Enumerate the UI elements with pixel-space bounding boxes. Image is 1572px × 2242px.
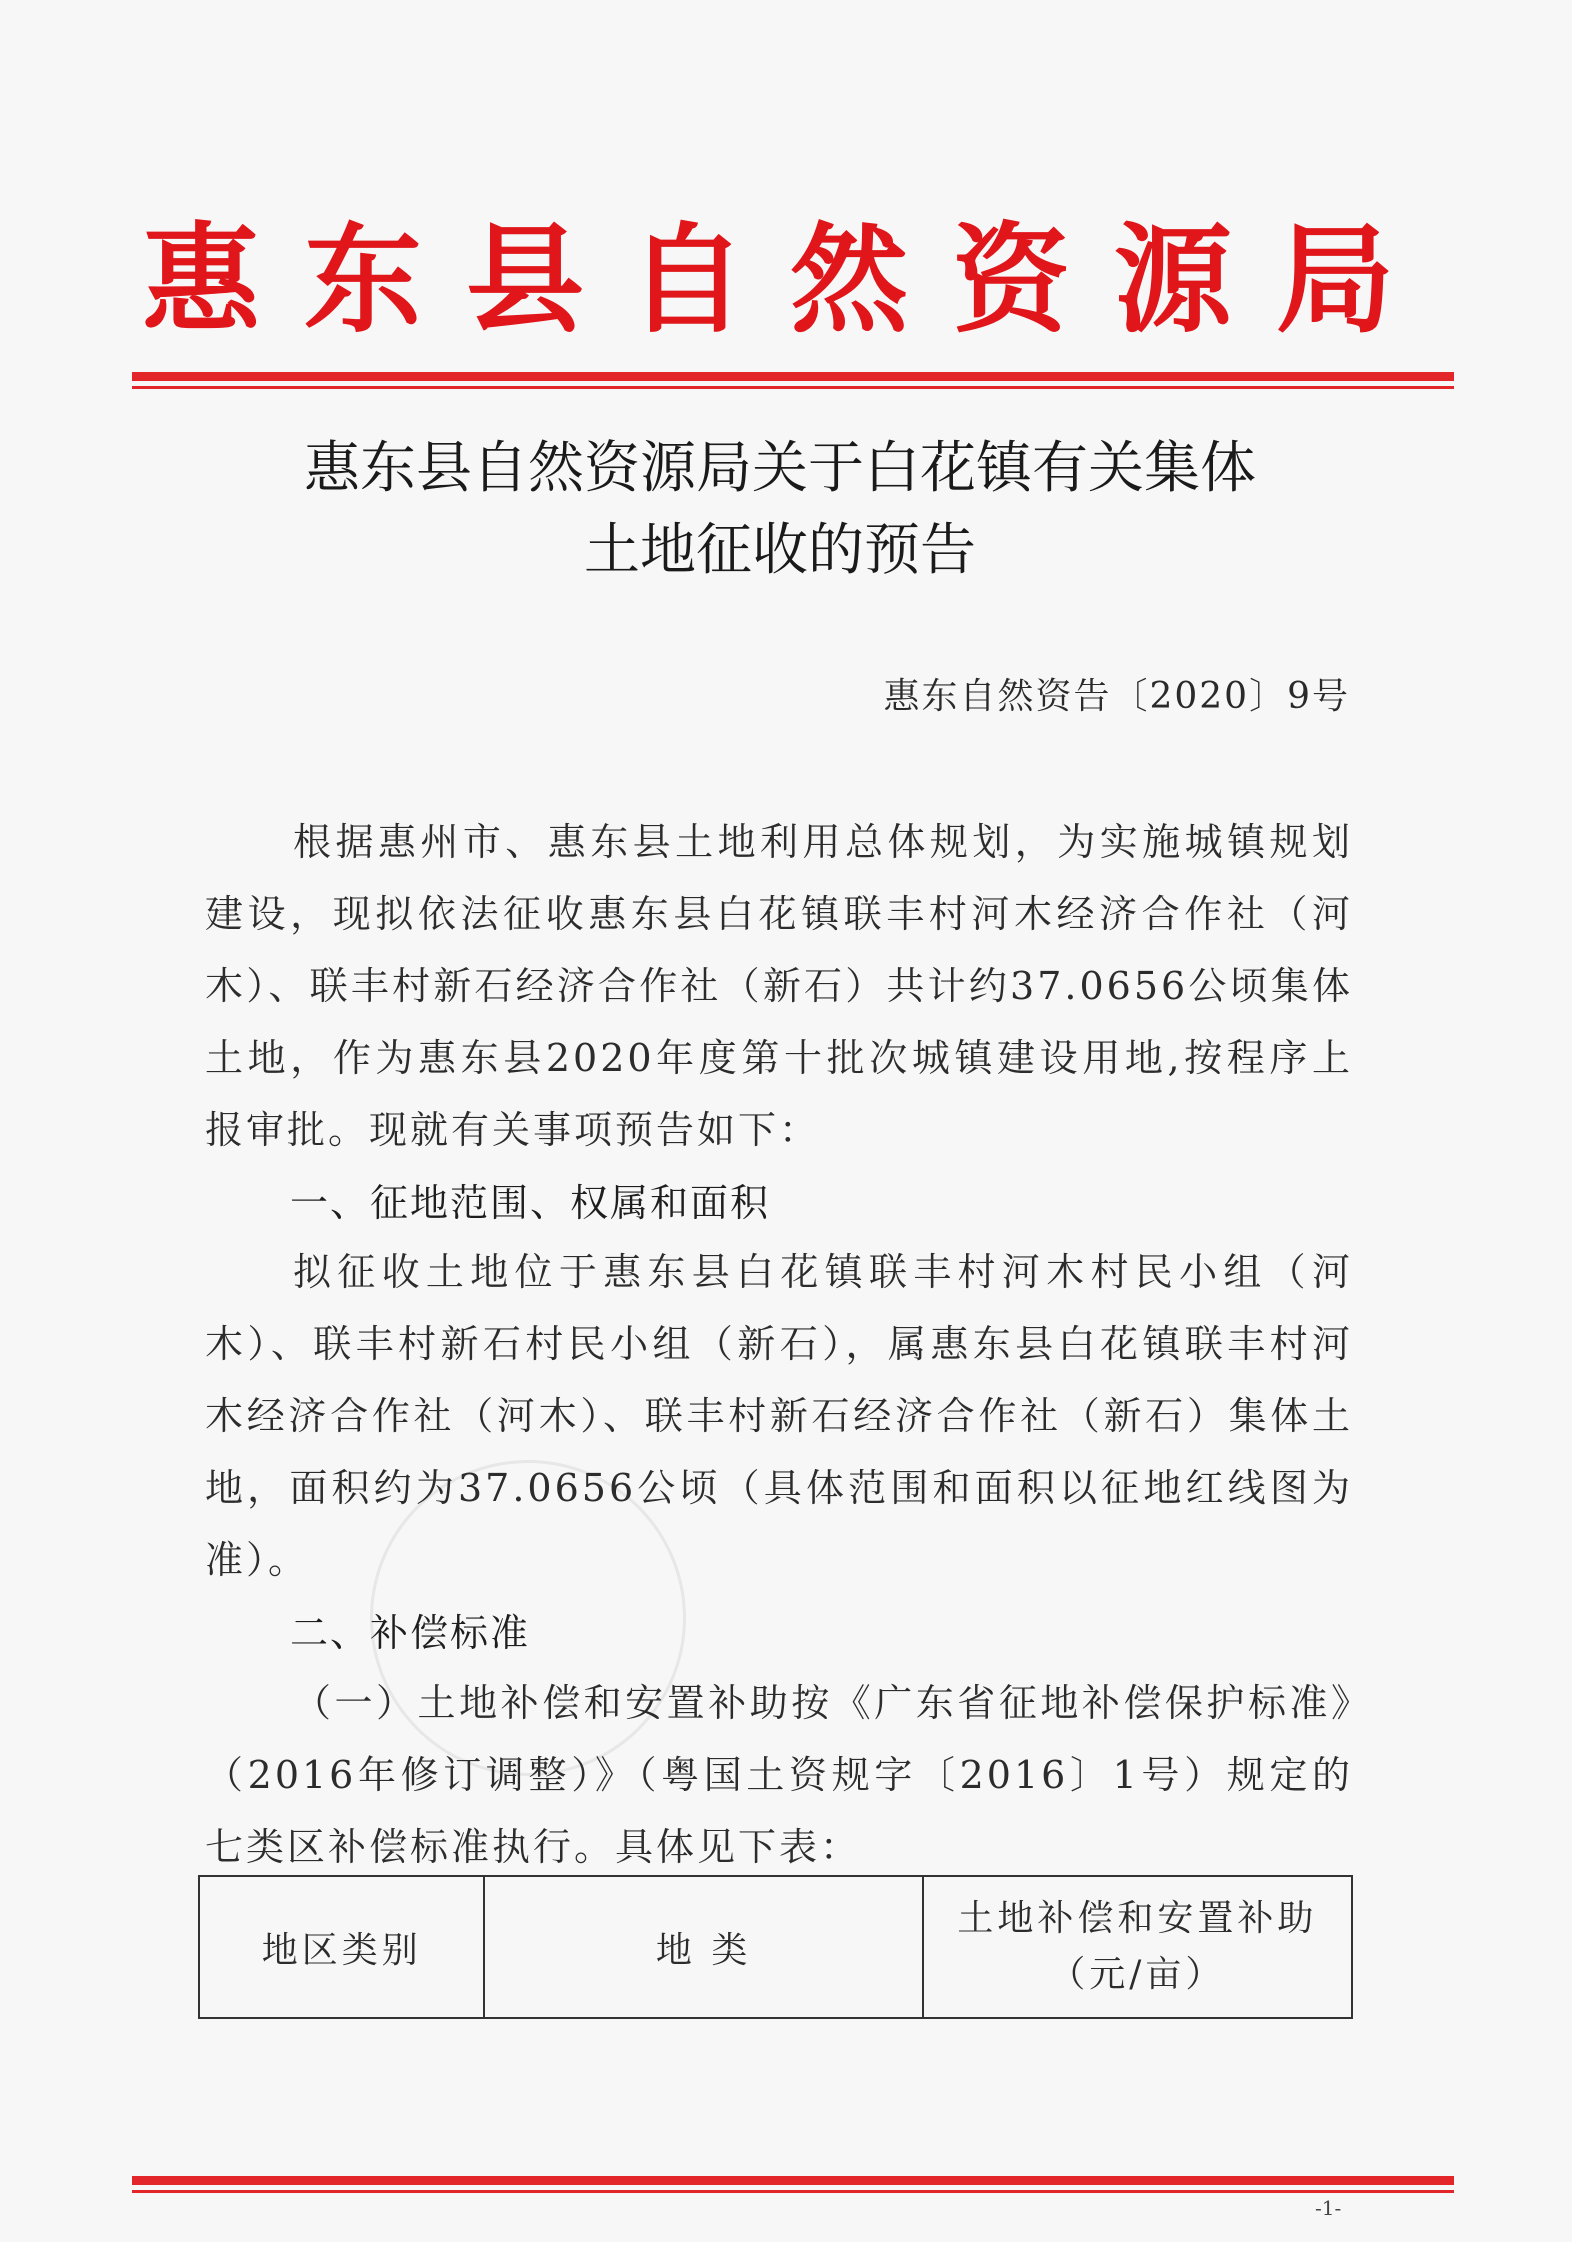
page-number: -1- <box>1315 2196 1342 2220</box>
scope-paragraph: 拟征收土地位于惠东县白花镇联丰村河木村民小组（河木）、联丰村新石村民小组（新石），属惠东县白花镇联丰村河木经济合作社（河木）、联丰村新石经济合作社（新石）集体土地，面积约为37.0656公顷（具体范围和面积以征地红线图为准）。 <box>205 1250 1353 1582</box>
table-header-compensation-label: 土地补偿和安置补助 <box>957 1898 1318 1939</box>
table-header-row <box>199 1876 1352 2018</box>
intro-paragraph: 根据惠州市、惠东县土地利用总体规划，为实施城镇规划建设，现拟依法征收惠东县白花镇联丰村河木经济合作社（河木）、联丰村新石经济合作社（新石）共计约37.0656公顷集体土地，作为惠东县2020年度第十批次城镇建设用地,按程序上报审批。现就有关事项预告如下： <box>205 820 1353 1152</box>
compensation-paragraph: （一）土地补偿和安置补助按《广东省征地补偿保护标准》（2016年修订调整）》（粤国土资规字〔2016〕1号）规定的七类区补偿标准执行。具体见下表： <box>205 1681 1353 1869</box>
compensation-table <box>198 1875 1353 2019</box>
table-header-land-type: 地 类 <box>484 1876 922 2018</box>
agency-masthead: 惠东县自然资源局 <box>141 210 1438 349</box>
masthead-rule-thick <box>132 372 1454 381</box>
document-number: 惠东自然资告〔2020〕9号 <box>883 676 1350 717</box>
section-heading-compensation: 二、补偿标准 <box>290 1611 531 1655</box>
table-header-compensation <box>923 1876 1352 2018</box>
table-header-region: 地区类别 <box>199 1876 484 2018</box>
masthead-rule-thin <box>132 386 1454 389</box>
notice-title-line1: 惠东县自然资源局关于白花镇有关集体 <box>304 436 1256 501</box>
notice-title-line2: 土地征收的预告 <box>584 518 976 583</box>
table-header-compensation-unit: （元/亩） <box>1049 1954 1226 1995</box>
footer-rule-thick <box>132 2176 1454 2185</box>
section-heading-scope: 一、征地范围、权属和面积 <box>290 1181 771 1225</box>
footer-rule-thin <box>132 2190 1454 2193</box>
